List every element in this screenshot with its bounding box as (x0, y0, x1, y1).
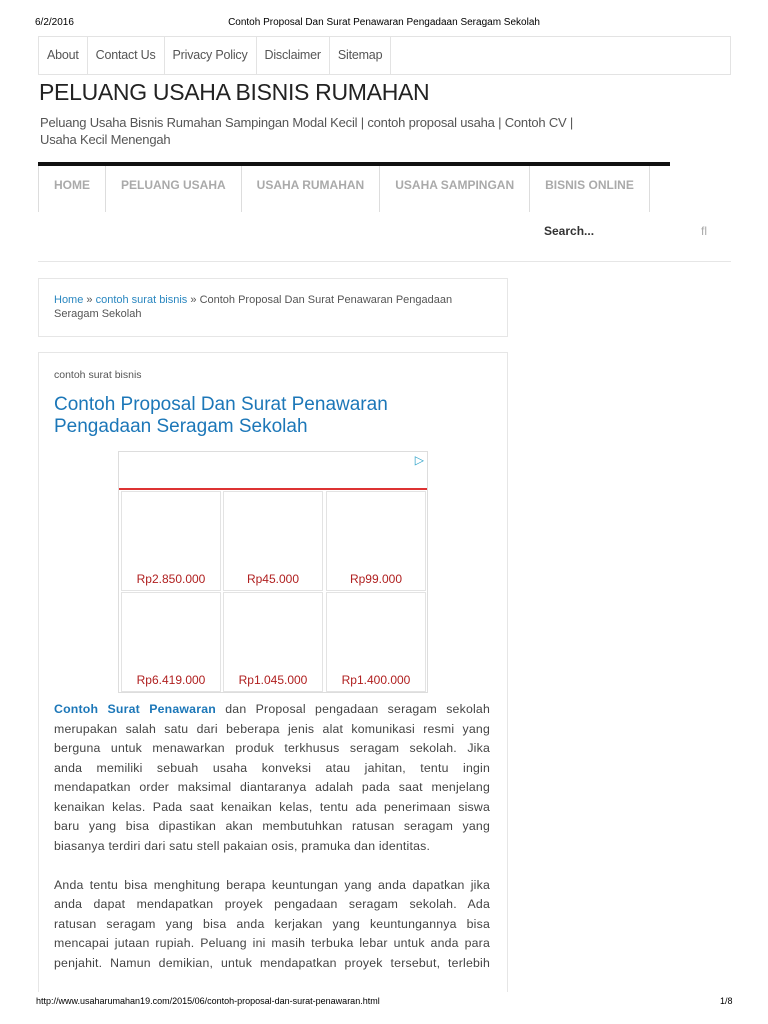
paragraph-line: kenaikan kelas. Pada saat kenaikan kelas, tentu ada penerimaan siswa (54, 799, 490, 814)
ad-item[interactable]: Rp1.045.000 (223, 592, 323, 692)
paragraph-line: berguna untuk menawarkan produk terkhusus seragam sekolah. Jika (54, 741, 490, 755)
nav-peluang-usaha[interactable]: PELUANG USAHA (105, 166, 241, 212)
pdf-title: Contoh Proposal Dan Surat Penawaran Pengadaan Seragam Sekolah (228, 17, 540, 28)
ad-item[interactable]: Rp2.850.000 (121, 491, 221, 591)
main-nav (38, 162, 670, 212)
paragraph-line: biasanya terdiri dari satu stell pakaian osis, pramuka dan identitas. (54, 838, 431, 853)
ad-block[interactable] (118, 451, 428, 693)
pdf-url: http://www.usaharumahan19.com/2015/06/contoh-proposal-dan-surat-penawaran.html (36, 996, 380, 1006)
nav-usaha-rumahan[interactable]: USAHA RUMAHAN (241, 166, 380, 212)
top-menu-sitemap[interactable]: Sitemap (330, 37, 391, 74)
pdf-page: 1/8 (720, 996, 733, 1006)
divider (38, 261, 731, 262)
breadcrumb-sep: » (86, 294, 93, 306)
breadcrumb-current: Contoh Proposal Dan Surat Penawaran Pengadaan Seragam Sekolah (54, 294, 453, 320)
breadcrumb-sep: » (190, 294, 197, 306)
article-category[interactable]: contoh surat bisnis (54, 369, 142, 381)
top-menu (38, 36, 731, 75)
paragraph-line: mencapai jutaan rupiah. Peluang ini masih terbuka lebar untuk anda para (54, 936, 490, 950)
article-title[interactable]: Contoh Proposal Dan Surat Penawaran Pengadaan Seragam Sekolah (54, 394, 388, 437)
nav-usaha-sampingan[interactable]: USAHA SAMPINGAN (379, 166, 529, 212)
paragraph-line: baru yang bisa dipastikan akan membutuhkan ratusan seragam yang (54, 819, 490, 833)
ad-item[interactable]: Rp1.400.000 (326, 592, 426, 692)
ad-item[interactable]: Rp45.000 (223, 491, 323, 591)
top-menu-contact[interactable]: Contact Us (88, 37, 165, 74)
breadcrumb-category[interactable]: contoh surat bisnis (95, 294, 188, 306)
top-menu-disclaimer[interactable]: Disclaimer (257, 37, 330, 74)
breadcrumb-home[interactable]: Home (54, 294, 84, 306)
paragraph-line: Anda tentu bisa menghitung berapa keuntungan yang anda dapatkan jika (54, 877, 490, 892)
breadcrumb (38, 278, 508, 337)
ad-item[interactable]: Rp99.000 (326, 491, 426, 591)
paragraph-line: penjahit. Namun demikian, untuk mendapatkan proyek tersebut, terlebih (54, 955, 490, 970)
top-menu-about[interactable]: About (39, 37, 88, 74)
nav-home[interactable]: HOME (38, 166, 105, 212)
site-title[interactable]: PELUANG USAHA BISNIS RUMAHAN (39, 79, 430, 105)
lead-link[interactable]: Contoh Surat Penawaran (54, 702, 216, 716)
top-menu-privacy[interactable]: Privacy Policy (165, 37, 257, 74)
search-input[interactable]: Search... (544, 224, 595, 238)
search-icon[interactable]: fl (701, 224, 707, 238)
nav-bisnis-online[interactable]: BISNIS ONLINE (529, 166, 650, 212)
site-tagline: Peluang Usaha Bisnis Rumahan Sampingan Modal Kecil | contoh proposal usaha | Contoh CV | Usaha Kecil Menengah (40, 115, 574, 147)
paragraph-line: anda dapat mendapatkan proyek pengadaan seragam sekolah. Ada (54, 897, 490, 911)
paragraph-line: merupakan salah satu dari beberapa jenis alat komunikasi resmi yang (54, 721, 490, 736)
ad-divider (119, 488, 427, 490)
paragraph-line: ratusan seragam yang bisa anda kerjakan yang keuntungannya bisa (54, 916, 490, 931)
article-body (54, 700, 490, 973)
ad-item[interactable]: Rp6.419.000 (121, 592, 221, 692)
paragraph-line: Contoh Surat Penawaran dan Proposal pengadaan seragam sekolah (54, 702, 490, 716)
paragraph-line: anda memiliki sebuah usaha konveksi atau jahitan, tentu ingin (54, 760, 490, 775)
pdf-date: 6/2/2016 (35, 17, 74, 28)
paragraph-line: mendapatkan order maksimal diantaranya adalah pada saat menjelang (54, 780, 490, 794)
adchoices-icon[interactable]: ▷ (414, 453, 424, 467)
